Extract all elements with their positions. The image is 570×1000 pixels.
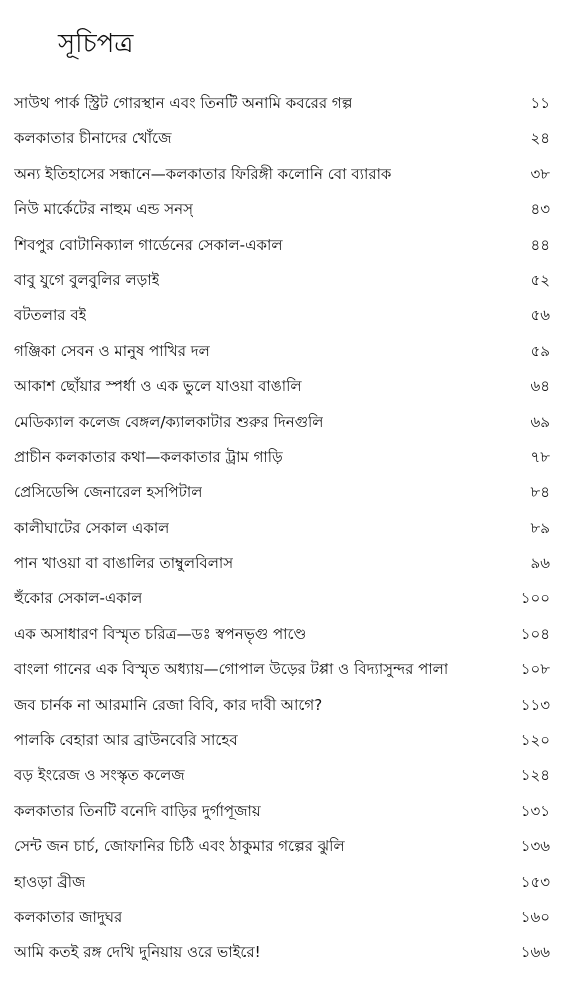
toc-entry bbox=[0, 548, 570, 583]
toc-entry bbox=[0, 371, 570, 406]
toc-entry bbox=[0, 407, 570, 442]
toc-entry-page-number: ১৩১ bbox=[520, 801, 550, 820]
toc-entry-page-number: ৫২ bbox=[530, 270, 550, 289]
toc-title: সূচিপত্র bbox=[58, 29, 134, 59]
toc-entry bbox=[0, 300, 570, 335]
toc-entry-page-number: ১১ bbox=[530, 94, 550, 112]
toc-entry-title: প্রেসিডেন্সি জেনারেল হসপিটাল bbox=[14, 483, 203, 502]
toc-entry-page-number: ৪৩ bbox=[530, 200, 550, 219]
toc-entry-page-number: ২৪ bbox=[530, 129, 550, 148]
toc-entry bbox=[0, 867, 570, 902]
toc-entry-title: নিউ মার্কেটের নাহুম এন্ড সনস্ bbox=[14, 200, 194, 219]
toc-entry bbox=[0, 619, 570, 654]
toc-entry-page-number: ৩৮ bbox=[530, 164, 550, 183]
toc-entry bbox=[0, 194, 570, 229]
toc-entry-page-number: ৪৪ bbox=[530, 235, 550, 254]
toc-entry bbox=[0, 230, 570, 265]
toc-entry-title: অন্য ইতিহাসের সন্ধানে—কলকাতার ফিরিঙ্গী কলোনি বো ব্যারাক bbox=[14, 164, 392, 183]
toc-entry-page-number: ১৫৩ bbox=[520, 872, 550, 891]
toc-entry-title: মেডিক্যাল কলেজ বেঙ্গল/ক্যালকাটার শুরুর দিনগুলি bbox=[14, 412, 324, 431]
toc-entry-title: আকাশ ছোঁয়ার স্পর্ধা ও এক ভুলে যাওয়া বাঙালি bbox=[14, 377, 302, 396]
toc-list bbox=[0, 88, 570, 973]
toc-entry-page-number: ১০০ bbox=[520, 589, 550, 608]
toc-entry-page-number: ৬৯ bbox=[530, 412, 550, 431]
toc-entry-page-number: ৭৮ bbox=[530, 447, 550, 466]
toc-entry-page-number: ৮৯ bbox=[530, 518, 550, 537]
toc-entry-title: গঞ্জিকা সেবন ও মানুষ পাখির দল bbox=[14, 341, 210, 360]
toc-entry-title: প্রাচীন কলকাতার কথা—কলকাতার ট্রাম গাড়ি bbox=[14, 447, 283, 466]
toc-entry bbox=[0, 442, 570, 477]
toc-entry bbox=[0, 725, 570, 760]
toc-entry-title: বড় ইংরেজ ও সংস্কৃত কলেজ bbox=[14, 766, 185, 785]
toc-entry-page-number: ৫৯ bbox=[530, 341, 550, 360]
toc-entry bbox=[0, 477, 570, 512]
toc-entry-title: শিবপুর বোটানিক্যাল গার্ডেনের সেকাল-একাল bbox=[14, 235, 283, 254]
toc-entry bbox=[0, 654, 570, 689]
toc-entry-title: সাউথ পার্ক স্ট্রিট গোরস্থান এবং তিনটি অনামি কবরের গল্প bbox=[14, 94, 353, 112]
toc-entry-title: বাংলা গানের এক বিস্মৃত অধ্যায়—গোপাল উড়ের টপ্পা ও বিদ্যাসুন্দর পালা bbox=[14, 660, 449, 679]
toc-entry-page-number: ১০৮ bbox=[520, 660, 550, 679]
toc-entry-page-number: ৫৬ bbox=[530, 306, 550, 325]
toc-entry bbox=[0, 690, 570, 725]
toc-entry-title: বাবু যুগে বুলবুলির লড়াই bbox=[14, 270, 160, 289]
toc-entry bbox=[0, 336, 570, 371]
toc-entry-title: সেন্ট জন চার্চ, জোফানির চিঠি এবং ঠাকুমার গল্পের ঝুলি bbox=[14, 837, 345, 856]
toc-entry-title: পালকি বেহারা আর ব্রাউনবেরি সাহেব bbox=[14, 731, 238, 750]
toc-entry-title: হুঁকোর সেকাল-একাল bbox=[14, 589, 143, 608]
toc-entry-page-number: ১৬০ bbox=[520, 907, 550, 926]
toc-entry bbox=[0, 760, 570, 795]
toc-entry-page-number: ১২০ bbox=[520, 731, 550, 750]
toc-entry-title: জব চার্নক না আরমানি রেজা বিবি, কার দাবী আগে? bbox=[14, 695, 323, 714]
toc-entry-title: বটতলার বই bbox=[14, 306, 87, 325]
toc-entry-page-number: ১১৩ bbox=[520, 695, 550, 714]
toc-entry bbox=[0, 937, 570, 972]
toc-entry bbox=[0, 796, 570, 831]
toc-entry-page-number: ১২৪ bbox=[520, 766, 550, 785]
toc-entry-page-number: ১০৪ bbox=[520, 624, 550, 643]
toc-entry-title: হাওড়া ব্রীজ bbox=[14, 872, 86, 891]
toc-entry-page-number: ১৬৬ bbox=[520, 943, 550, 962]
toc-entry-title: পান খাওয়া বা বাঙালির তাম্বুলবিলাস bbox=[14, 554, 234, 573]
toc-entry bbox=[0, 159, 570, 194]
toc-entry-title: কলকাতার চীনাদের খোঁজে bbox=[14, 129, 172, 148]
toc-entry-title: কলকাতার জাদুঘর bbox=[14, 907, 123, 926]
toc-entry-title: এক অসাধারণ বিস্মৃত চরিত্র—ডঃ স্বপনভৃগু পাণ্ডে bbox=[14, 624, 307, 643]
toc-entry-page-number: ৮৪ bbox=[530, 483, 550, 502]
toc-entry-page-number: ৯৬ bbox=[530, 554, 550, 573]
toc-entry bbox=[0, 123, 570, 158]
toc-entry-title: আমি কতই রঙ্গ দেখি দুনিয়ায় ওরে ভাইরে! bbox=[14, 943, 261, 962]
toc-entry-title: কলকাতার তিনটি বনেদি বাড়ির দুর্গাপূজায় bbox=[14, 801, 261, 820]
toc-entry bbox=[0, 902, 570, 937]
toc-entry bbox=[0, 513, 570, 548]
toc-entry bbox=[0, 88, 570, 123]
toc-entry bbox=[0, 265, 570, 300]
toc-entry-page-number: ১৩৬ bbox=[520, 837, 550, 856]
toc-entry bbox=[0, 831, 570, 866]
toc-entry-title: কালীঘাটের সেকাল একাল bbox=[14, 518, 170, 537]
toc-entry bbox=[0, 583, 570, 618]
toc-entry-page-number: ৬৪ bbox=[530, 377, 550, 396]
